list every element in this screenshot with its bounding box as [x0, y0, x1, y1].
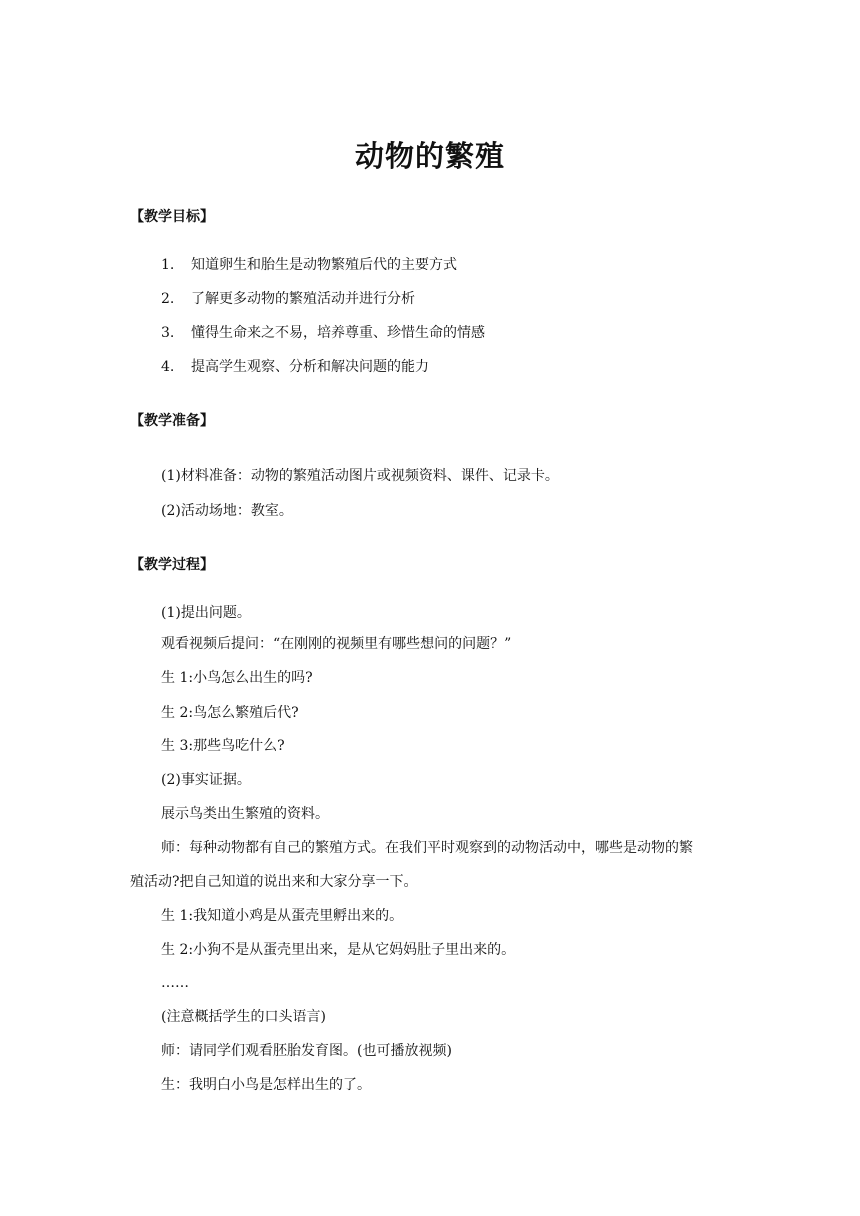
- list-item: [161, 357, 485, 391]
- process-line: 生 2:鸟怎么繁殖后代?: [161, 705, 299, 721]
- list-item-number: 1.: [161, 257, 175, 273]
- process-line: 生 2:小狗不是从蛋壳里出来，是从它妈妈肚子里出来的。: [161, 942, 516, 958]
- process-line: 生 3:那些鸟吃什么?: [161, 738, 285, 754]
- process-line: 观看视频后提问：“在刚刚的视频里有哪些想问的问题？”: [161, 636, 512, 652]
- list-item-number: 4.: [161, 359, 175, 375]
- list-item-text: 知道卵生和胎生是动物繁殖后代的主要方式: [191, 257, 457, 273]
- process-line: 师：每种动物都有自己的繁殖方式。在我们平时观察到的动物活动中，哪些是动物的繁: [161, 840, 693, 856]
- section-heading-process: 【教学过程】: [130, 557, 214, 573]
- list-item-number: 3.: [161, 325, 175, 341]
- process-line: ……: [161, 975, 189, 991]
- section-heading-prep: 【教学准备】: [130, 413, 214, 429]
- process-line: (2)事实证据。: [161, 772, 251, 788]
- prep-line: (1)材料准备：动物的繁殖活动图片或视频资料、课件、记录卡。: [161, 468, 559, 484]
- list-item: [161, 323, 485, 357]
- process-line: 生 1:小鸟怎么出生的吗?: [161, 670, 313, 686]
- prep-line: (2)活动场地：教室。: [161, 503, 293, 519]
- list-item-text: 了解更多动物的繁殖活动并进行分析: [191, 291, 415, 307]
- process-line: (1)提出问题。: [161, 605, 251, 621]
- list-item-number: 2.: [161, 291, 175, 307]
- list-item-text: 懂得生命来之不易，培养尊重、珍惜生命的情感: [191, 325, 485, 341]
- page-title: 动物的繁殖: [354, 139, 505, 173]
- goals-list: [161, 255, 485, 391]
- process-line: (注意概括学生的口头语言): [161, 1009, 326, 1025]
- process-line: 殖活动?把自己知道的说出来和大家分享一下。: [130, 874, 418, 890]
- list-item-text: 提高学生观察、分析和解决问题的能力: [191, 359, 429, 375]
- process-line: 师：请同学们观看胚胎发育图。(也可播放视频): [161, 1043, 452, 1059]
- process-line: 生 1:我知道小鸡是从蛋壳里孵出来的。: [161, 908, 404, 924]
- list-item: [161, 255, 485, 289]
- section-heading-goals: 【教学目标】: [130, 209, 214, 225]
- process-line: 生：我明白小鸟是怎样出生的了。: [161, 1077, 371, 1093]
- process-line: 展示鸟类出生繁殖的资料。: [161, 806, 329, 822]
- list-item: [161, 289, 485, 323]
